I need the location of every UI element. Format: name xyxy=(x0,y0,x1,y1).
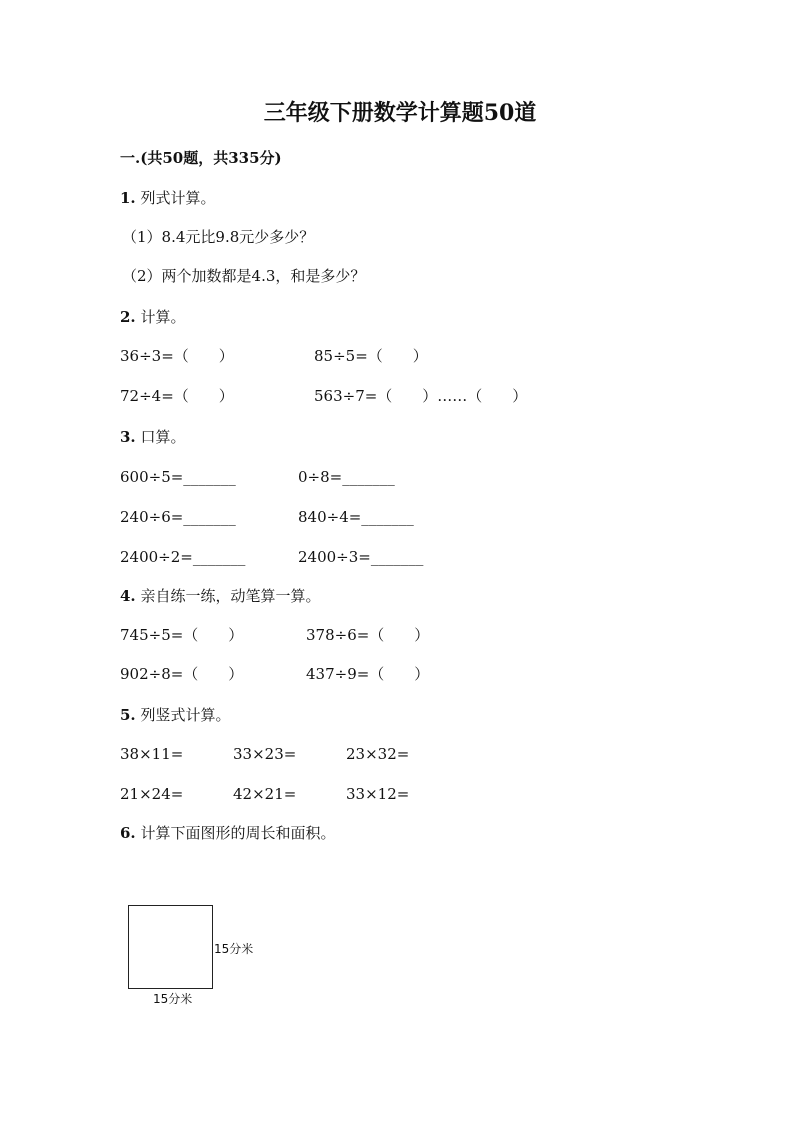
page-title: 三年级下册数学计算题50道 xyxy=(263,100,537,126)
q1-item-1: （1）8.4元比9.8元少多少？ xyxy=(122,228,315,246)
q2-problem: 85÷5=（ ） xyxy=(314,347,428,365)
question-4 xyxy=(120,586,320,606)
question-text: 计算下面图形的周长和面积。 xyxy=(140,824,336,842)
question-number: 4. xyxy=(120,587,136,605)
section-header: 一.(共50题，共335分) xyxy=(120,149,282,167)
q5-problem: 42×21= xyxy=(233,785,297,803)
q4-problem: 745÷5=（ ） xyxy=(120,626,244,644)
question-number: 2. xyxy=(120,308,136,326)
q3-problem: 600÷5=_______ xyxy=(120,468,236,486)
q2-problem: 36÷3=（ ） xyxy=(120,347,234,365)
bottom-length-label: 15分米 xyxy=(153,992,193,1006)
q5-problem: 21×24= xyxy=(120,785,184,803)
question-number: 6. xyxy=(120,824,136,842)
q4-problem: 378÷6=（ ） xyxy=(306,626,430,644)
side-length-label: 15分米 xyxy=(214,942,254,956)
q3-problem: 2400÷2=_______ xyxy=(120,548,246,566)
q1-item-2: （2）两个加数都是4.3，和是多少？ xyxy=(122,267,366,285)
question-2 xyxy=(120,307,185,327)
q2-problem: 563÷7=（ ）……（ ） xyxy=(314,387,528,405)
question-3 xyxy=(120,427,185,447)
q3-problem: 840÷4=_______ xyxy=(298,508,414,526)
q4-problem: 902÷8=（ ） xyxy=(120,665,244,683)
q3-problem: 240÷6=_______ xyxy=(120,508,236,526)
q2-problem: 72÷4=（ ） xyxy=(120,387,234,405)
q4-problem: 437÷9=（ ） xyxy=(306,665,430,683)
q3-problem: 0÷8=_______ xyxy=(298,468,395,486)
question-number: 3. xyxy=(120,428,136,446)
question-1 xyxy=(120,188,215,208)
q3-problem: 2400÷3=_______ xyxy=(298,548,424,566)
square-figure xyxy=(128,905,213,989)
q5-problem: 38×11= xyxy=(120,745,184,763)
q5-problem: 33×12= xyxy=(346,785,410,803)
question-number: 1. xyxy=(120,189,136,207)
question-text: 计算。 xyxy=(140,308,186,326)
question-number: 5. xyxy=(120,706,136,724)
q5-problem: 23×32= xyxy=(346,745,410,763)
question-text: 亲自练一练，动笔算一算。 xyxy=(140,587,321,605)
q5-problem: 33×23= xyxy=(233,745,297,763)
question-text: 列式计算。 xyxy=(140,189,216,207)
question-5 xyxy=(120,705,230,725)
question-6 xyxy=(120,823,335,843)
question-text: 列竖式计算。 xyxy=(140,706,231,724)
question-text: 口算。 xyxy=(140,428,186,446)
